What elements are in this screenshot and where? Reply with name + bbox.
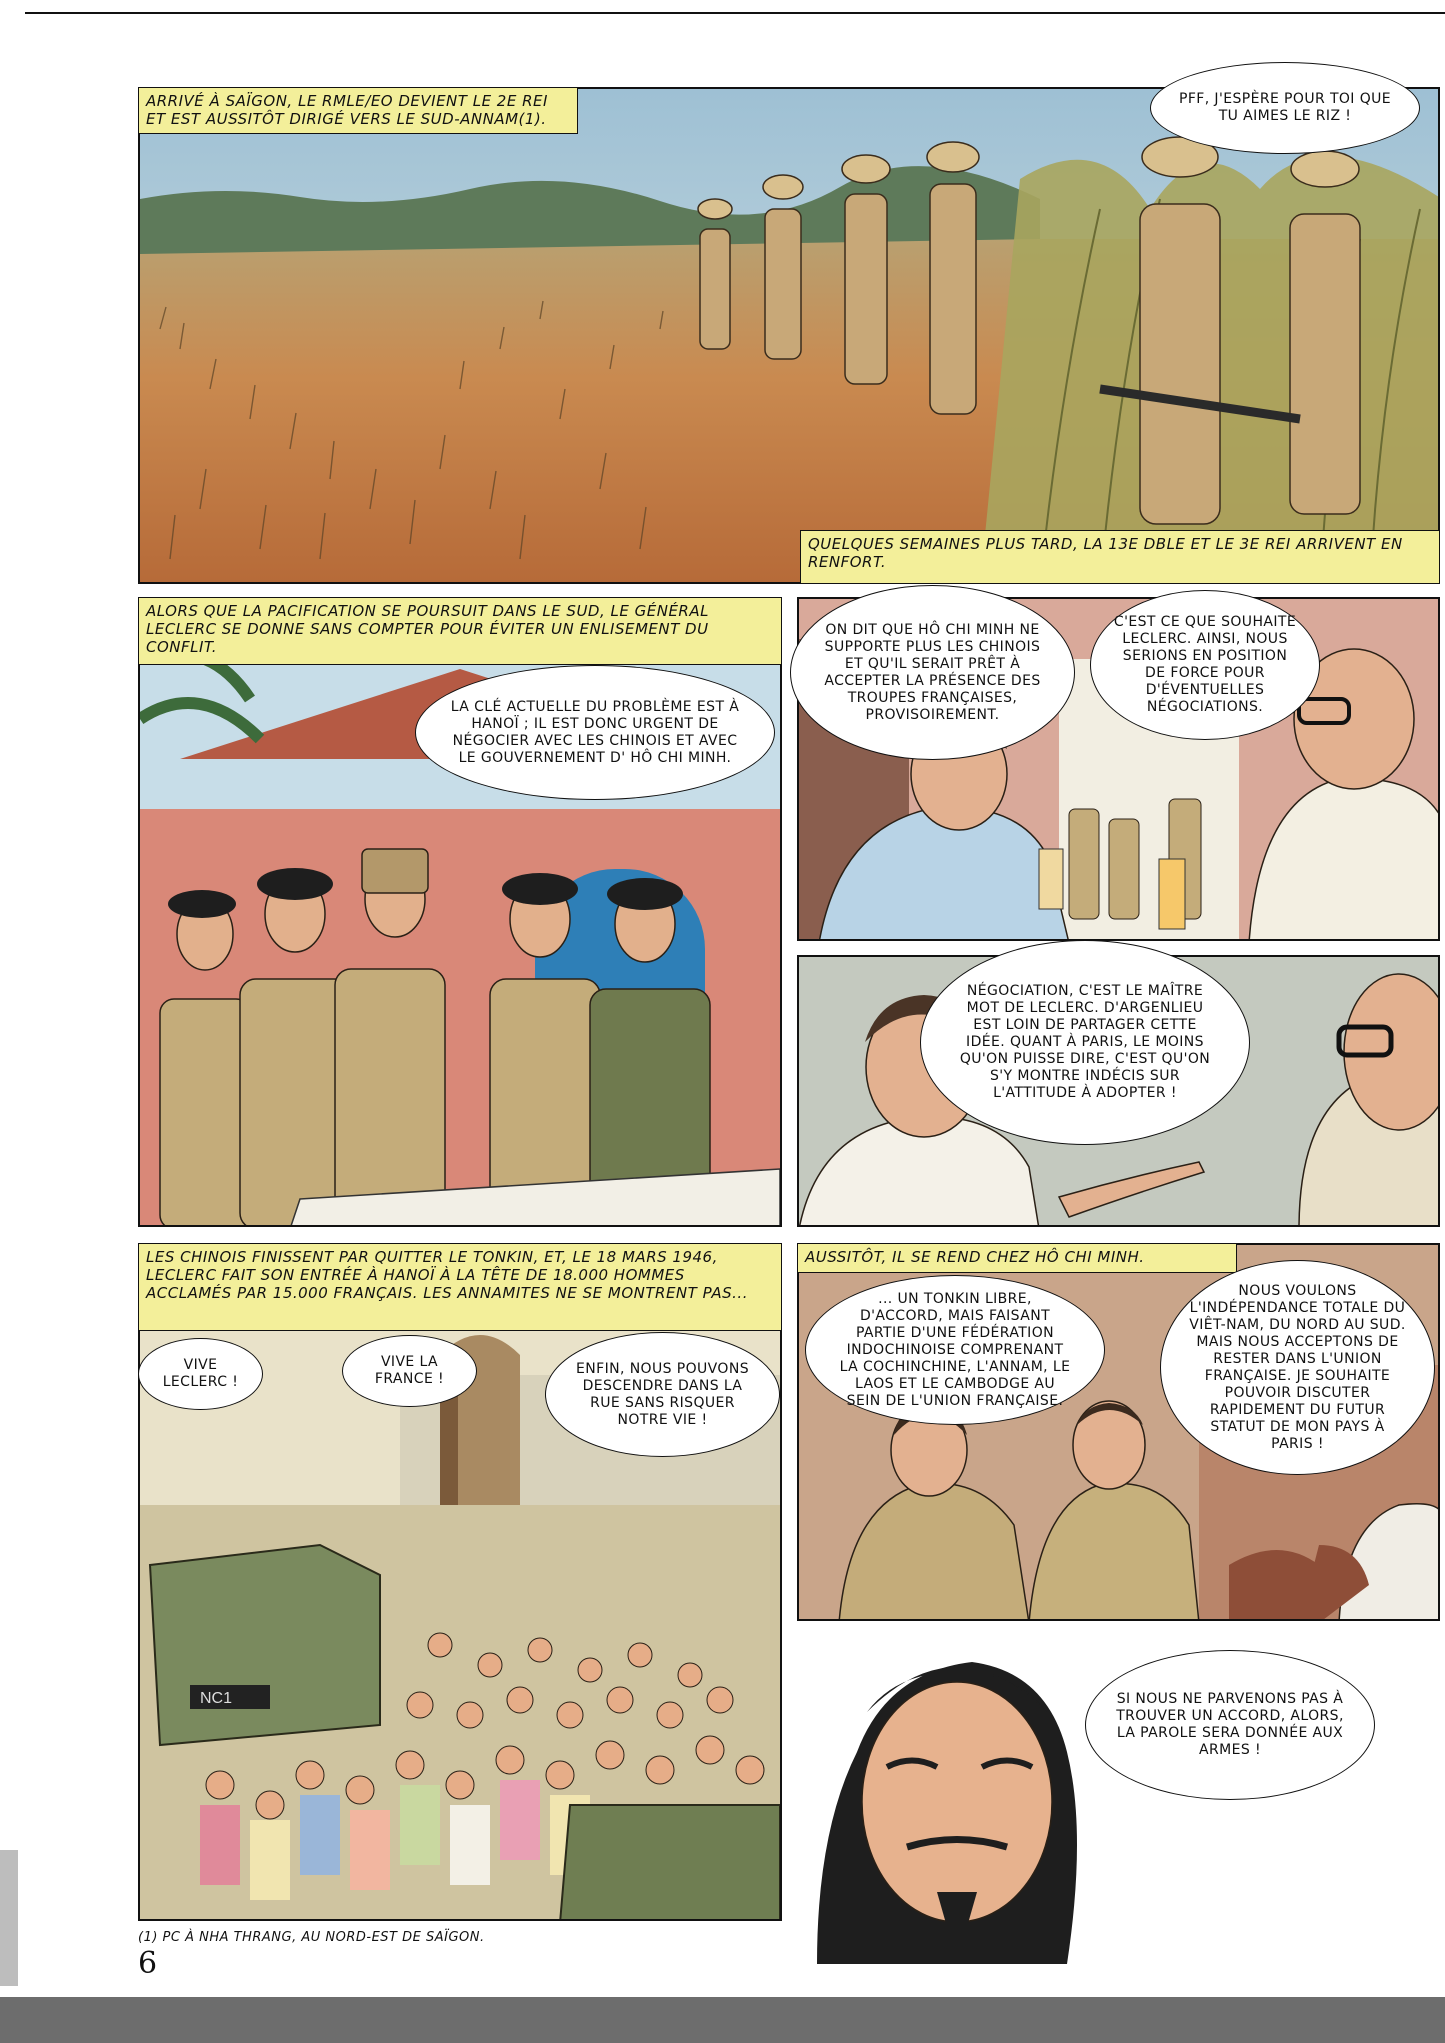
speech-bubble-hanoi-key: LA CLÉ ACTUELLE DU PROBLÈME EST À HANOÏ ; IL EST DONC URGENT DE NÉGOCIER AVEC LES CHINOIS ET AVEC LE GOUVERNEMENT D' HÔ CHI MINH.	[415, 665, 775, 800]
speech-bubble-vive-la-france: VIVE LA FRANCE !	[342, 1335, 477, 1407]
jeep-plate: NC1	[200, 1690, 233, 1707]
speech-bubble-vive-leclerc: VIVE LECLERC !	[138, 1338, 263, 1410]
speech-bubble-enfin: ENFIN, NOUS POUVONS DESCENDRE DANS LA RUE SANS RISQUER NOTRE VIE !	[545, 1332, 780, 1457]
speech-bubble-leclerc-wish: C'EST CE QUE SOUHAITE LECLERC. AINSI, NOUS SERIONS EN POSITION DE FORCE POUR D'ÉVENTUELLES NÉGOCIATIONS.	[1090, 590, 1320, 740]
top-rule	[25, 12, 1445, 14]
footnote-nha-thrang: (1) PC À NHA THRANG, AU NORD-EST DE SAÏGON.	[138, 1930, 485, 1945]
speech-bubble-ho-chi-minh-rumor: ON DIT QUE HÔ CHI MINH NE SUPPORTE PLUS LES CHINOIS ET QU'IL SERAIT PRÊT À ACCEPTER LA PRÉSENCE DES TROUPES FRANÇAISES, PROVISOIREMENT.	[790, 585, 1075, 760]
speech-bubble-armes: SI NOUS NE PARVENONS PAS À TROUVER UN ACCORD, ALORS, LA PAROLE SERA DONNÉE AUX ARMES !	[1085, 1650, 1375, 1800]
caption-pacification: ALORS QUE LA PACIFICATION SE POURSUIT DANS LE SUD, LE GÉNÉRAL LECLERC SE DONNE SANS COMPTER POUR ÉVITER UN ENLISEMENT DU CONFLIT.	[138, 597, 782, 665]
caption-reinforcements: QUELQUES SEMAINES PLUS TARD, LA 13E DBLE ET LE 3E REI ARRIVENT EN RENFORT.	[800, 530, 1440, 584]
page-number: 6	[138, 1946, 158, 1981]
caption-hanoi-entry: LES CHINOIS FINISSENT PAR QUITTER LE TONKIN, ET, LE 18 MARS 1946, LECLERC FAIT SON ENTRÉE À HANOÏ À LA TÊTE DE 18.000 HOMMES ACCLAMÉS PAR 15.000 FRANÇAIS. LES ANNAMITES NE SE MONTRENT PAS...	[138, 1243, 782, 1331]
speech-bubble-negotiation: NÉGOCIATION, C'EST LE MAÎTRE MOT DE LECLERC. D'ARGENLIEU EST LOIN DE PARTAGER CETTE IDÉE. QUANT À PARIS, LE MOINS QU'ON PUISSE DIRE, C'EST QU'ON S'Y MONTRE INDÉCIS SUR L'ATTITUDE À ADOPTER !	[920, 940, 1250, 1145]
speech-bubble-independance: NOUS VOULONS L'INDÉPENDANCE TOTALE DU VIÊT-NAM, DU NORD AU SUD. MAIS NOUS ACCEPTONS DE RESTER DANS L'UNION FRANÇAISE. JE SOUHAITE POUVOIR DISCUTER RAPIDEMENT DU FUTUR STATUT DE MON PAYS À PARIS !	[1160, 1260, 1435, 1475]
scan-bottom-band	[0, 1997, 1445, 2043]
page-edge-shadow	[0, 1850, 18, 2000]
caption-arrival-saigon: ARRIVÉ À SAÏGON, LE RMLE/EO DEVIENT LE 2E REI ET EST AUSSITÔT DIRIGÉ VERS LE SUD-ANNAM(1).	[138, 87, 578, 134]
panel-rice-field-march	[138, 87, 1440, 584]
speech-bubble-rice: PFF, J'ESPÈRE POUR TOI QUE TU AIMES LE RIZ !	[1150, 62, 1420, 154]
panel-1-illustration	[140, 89, 1440, 584]
caption-visit-ho-chi-minh: AUSSITÔT, IL SE REND CHEZ HÔ CHI MINH.	[797, 1243, 1237, 1273]
speech-bubble-tonkin-libre: ... UN TONKIN LIBRE, D'ACCORD, MAIS FAISANT PARTIE D'UNE FÉDÉRATION INDOCHINOISE COMPRENANT LA COCHINCHINE, L'ANNAM, LE LAOS ET LE CAMBODGE AU SEIN DE L'UNION FRANÇAISE.	[805, 1275, 1105, 1425]
